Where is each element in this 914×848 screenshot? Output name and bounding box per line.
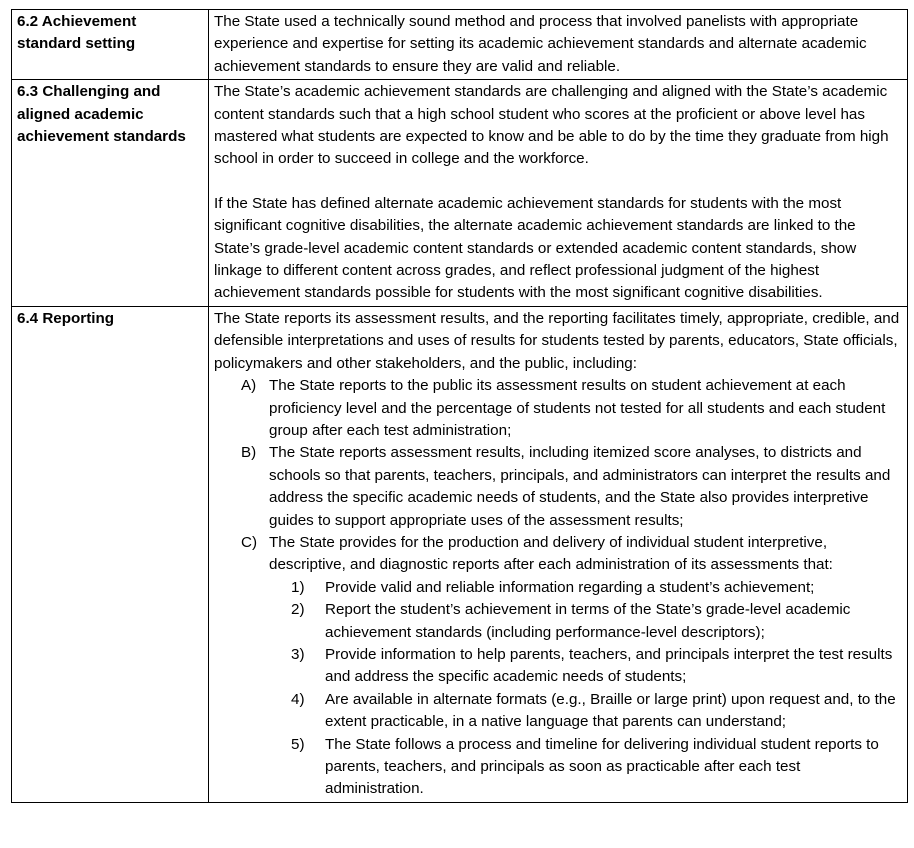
list-item-text: The State follows a process and timeline for delivering individual student reports to parents, teachers, and principals as soon as practicable after each test administration.	[325, 735, 879, 798]
paragraph: The State’s academic achievement standards are challenging and aligned with the State’s academic content standards such that a high school student who scores at the proficient or above level has mastered what students are expected to know and be able to do by the time they graduate from high school in order to succeed in college and the workforce.	[214, 83, 889, 168]
paragraph: The State reports its assessment results, and the reporting facilitates timely, appropriate, credible, and defensible interpretations and uses of results for students tested by parents, educators, State officials, policymakers and other stakeholders, and the public, including:	[214, 309, 900, 372]
list-item-text: The State reports assessment results, including itemized score analyses, to districts and schools so that parents, teachers, principals, and administrators can interpret the results and address the specific academic needs of students, and the State also provides interpretive guides to support appropriate uses of the assessment results;	[269, 444, 891, 529]
list-item-text: Report the student’s achievement in terms of the State’s grade-level academic achievement standards (including performance-level descriptors);	[325, 601, 851, 641]
list-item	[214, 532, 903, 801]
list-item	[269, 689, 903, 734]
list-item	[269, 577, 903, 599]
row-content	[209, 80, 908, 307]
list-item	[214, 375, 903, 442]
list-item-text: The State provides for the production and delivery of individual student interpretive, descriptive, and diagnostic reports after each administration of its assessments that:	[269, 533, 833, 574]
row-content	[209, 306, 908, 802]
row-content	[209, 10, 908, 80]
list-marker: B)	[241, 444, 257, 462]
row-label: 6.4 Reporting	[12, 306, 209, 802]
requirements-table	[11, 9, 908, 803]
list-item	[269, 644, 903, 689]
list-item	[269, 734, 903, 801]
list-marker: 5)	[291, 735, 305, 753]
list-marker: A)	[241, 377, 257, 395]
paragraph: The State used a technically sound method and process that involved panelists with appropriate experience and expertise for setting its academic achievement standards and alternate academic achievement standards to ensure they are valid and reliable.	[214, 13, 867, 75]
list-item-text: The State reports to the public its assessment results on student achievement at each proficiency level and the percentage of students not tested for all students and each student group after each test administration;	[269, 377, 886, 439]
paragraph: If the State has defined alternate academic achievement standards for students with the most significant cognitive disabilities, the alternate academic achievement standards are linked to the State’s grade-level academic content standards or extended academic content standards, show linkage to different content across grades, and reflect professional judgment of the highest achievement standards possible for students with the most significant cognitive disabilities.	[214, 194, 857, 302]
lettered-list	[214, 375, 903, 801]
list-item	[214, 442, 903, 532]
row-label: 6.2 Achievement standard setting	[12, 10, 209, 80]
list-item-text: Are available in alternate formats (e.g., Braille or large print) upon request and, to the extent practicable, in a native language that parents can understand;	[325, 690, 896, 731]
table-row	[12, 306, 908, 802]
table-row	[12, 80, 908, 307]
list-item-text: Provide information to help parents, teachers, and principals interpret the test results and address the specific academic needs of students;	[325, 645, 893, 686]
list-item-text: Provide valid and reliable information regarding a student’s achievement;	[325, 578, 815, 596]
list-marker: C)	[241, 533, 258, 551]
list-marker: 1)	[291, 578, 305, 596]
row-label: 6.3 Challenging and aligned academic achievement standards	[12, 80, 209, 307]
list-marker: 4)	[291, 690, 305, 708]
numbered-list	[269, 577, 903, 801]
table-row	[12, 10, 908, 80]
list-marker: 2)	[291, 601, 305, 619]
list-item	[269, 599, 903, 644]
list-marker: 3)	[291, 645, 305, 663]
